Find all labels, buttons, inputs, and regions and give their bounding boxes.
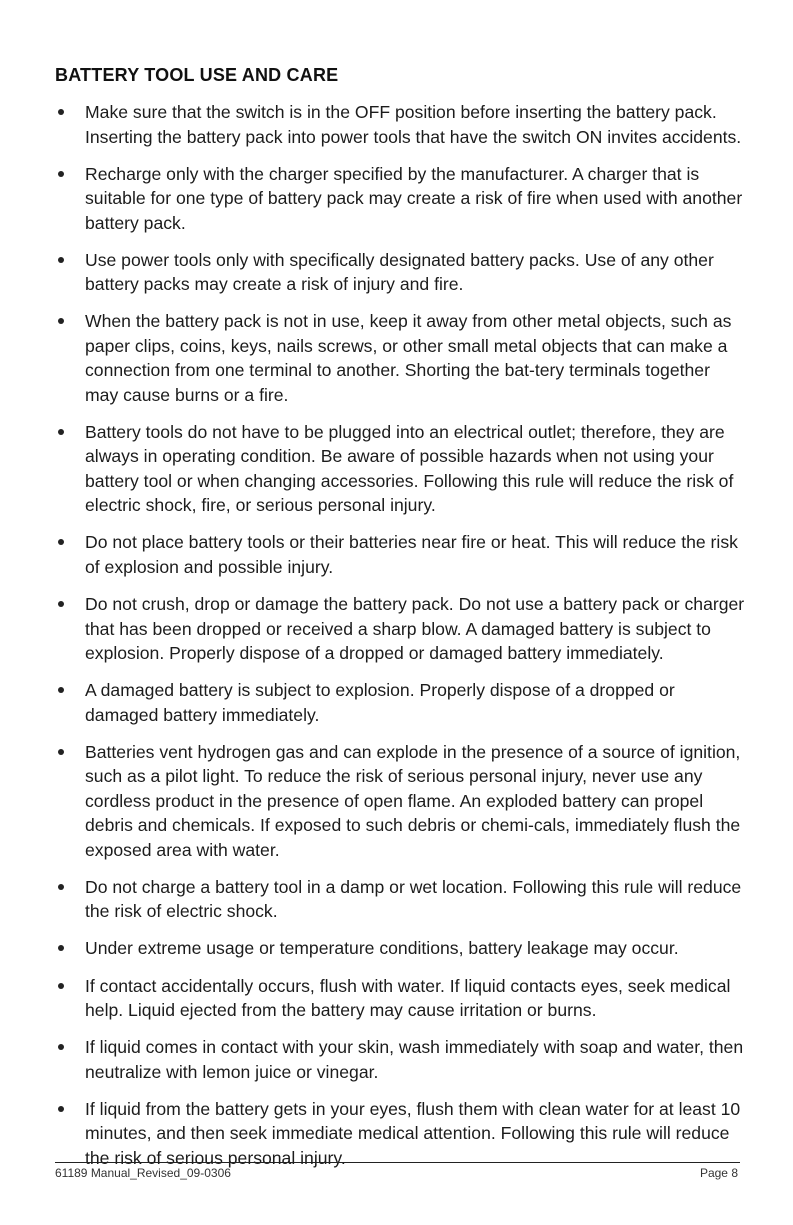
bullet-icon — [58, 171, 64, 177]
item-text: Recharge only with the charger specified by the manufacturer. A charger that is suitable for one type of battery pack may create a risk of fire when used with another battery pack. — [85, 163, 743, 233]
item-text: A damaged battery is subject to explosion. Properly dispose of a dropped or damaged battery immediately. — [85, 680, 675, 725]
list-item — [55, 420, 745, 518]
list-item — [55, 936, 745, 961]
item-text: When the battery pack is not in use, keep it away from other metal objects, such as paper clips, coins, keys, nails screws, or other small metal objects that can make a connection from one terminal to another. Shorting the bat-tery terminals together may cause burns or a fire. — [85, 311, 732, 405]
list-item — [55, 678, 745, 727]
bullet-icon — [58, 983, 64, 989]
list-item — [55, 530, 745, 579]
bullet-icon — [58, 945, 64, 951]
item-text: Do not charge a battery tool in a damp or wet location. Following this rule will reduce the risk of electric shock. — [85, 876, 742, 922]
bullet-icon — [58, 884, 64, 890]
list-item — [55, 248, 745, 297]
list-item — [55, 875, 745, 924]
bullet-icon — [58, 1044, 64, 1050]
list-item — [55, 162, 745, 236]
footer-page-number: Page 8 — [699, 1166, 738, 1180]
item-text: If liquid comes in contact with your skin, wash immediately with soap and water, then neutralize with lemon juice or vinegar. — [85, 1037, 744, 1082]
section-heading: BATTERY TOOL USE AND CARE — [55, 65, 339, 85]
safety-list — [55, 100, 745, 1183]
footer-divider — [55, 1162, 740, 1163]
bullet-icon — [58, 109, 64, 115]
bullet-icon — [58, 1106, 64, 1112]
bullet-icon — [58, 539, 64, 545]
footer-doc-id: 61189 Manual_Revised_09-0306 — [55, 1166, 231, 1180]
list-item — [55, 1035, 745, 1084]
list-item — [55, 1097, 745, 1171]
item-text: Batteries vent hydrogen gas and can explode in the presence of a source of ignition, such as a pilot light. To reduce the risk of serious personal injury, never use any cordless product in the presence of open flame. An exploded battery can propel debris and chemicals. If exposed to such debris or chemi-cals, immediately flush the exposed area with water. — [85, 741, 741, 860]
bullet-icon — [58, 429, 64, 435]
list-item — [55, 740, 745, 863]
item-text: Use power tools only with specifically designated battery packs. Use of any other battery packs may create a risk of injury and fire. — [85, 249, 714, 295]
list-item — [55, 100, 745, 149]
item-text: Battery tools do not have to be plugged into an electrical outlet; therefore, they are always in operating condition. Be aware of possible hazards when not using your battery tool or when changing accessories. Following this rule will reduce the risk of electric shock, fire, or serious personal injury. — [85, 421, 734, 516]
list-item — [55, 974, 745, 1023]
list-item — [55, 592, 745, 666]
bullet-icon — [58, 687, 64, 693]
bullet-icon — [58, 601, 64, 607]
item-text: Do not place battery tools or their batteries near fire or heat. This will reduce the risk of explosion and possible injury. — [85, 532, 738, 577]
bullet-icon — [58, 318, 64, 324]
bullet-icon — [58, 257, 64, 263]
item-text: Under extreme usage or temperature conditions, battery leakage may occur. — [85, 938, 679, 959]
list-item — [55, 309, 745, 407]
item-text: Make sure that the switch is in the OFF position before inserting the battery pack. Inserting the battery pack into power tools that have the switch ON invites accidents. — [85, 102, 742, 147]
bullet-icon — [58, 749, 64, 755]
item-text: If liquid from the battery gets in your eyes, flush them with clean water for at least 10 minutes, and then seek immediate medical attention. Following this rule will reduce the risk of serious personal injury. — [85, 1098, 741, 1168]
item-text: If contact accidentally occurs, flush with water. If liquid contacts eyes, seek medical help. Liquid ejected from the battery may cause irritation or burns. — [85, 975, 731, 1021]
item-text: Do not crush, drop or damage the battery pack. Do not use a battery pack or charger that has been dropped or received a sharp blow. A damaged battery is subject to explosion. Properly dispose of a dropped or damaged battery immediately. — [85, 594, 745, 664]
